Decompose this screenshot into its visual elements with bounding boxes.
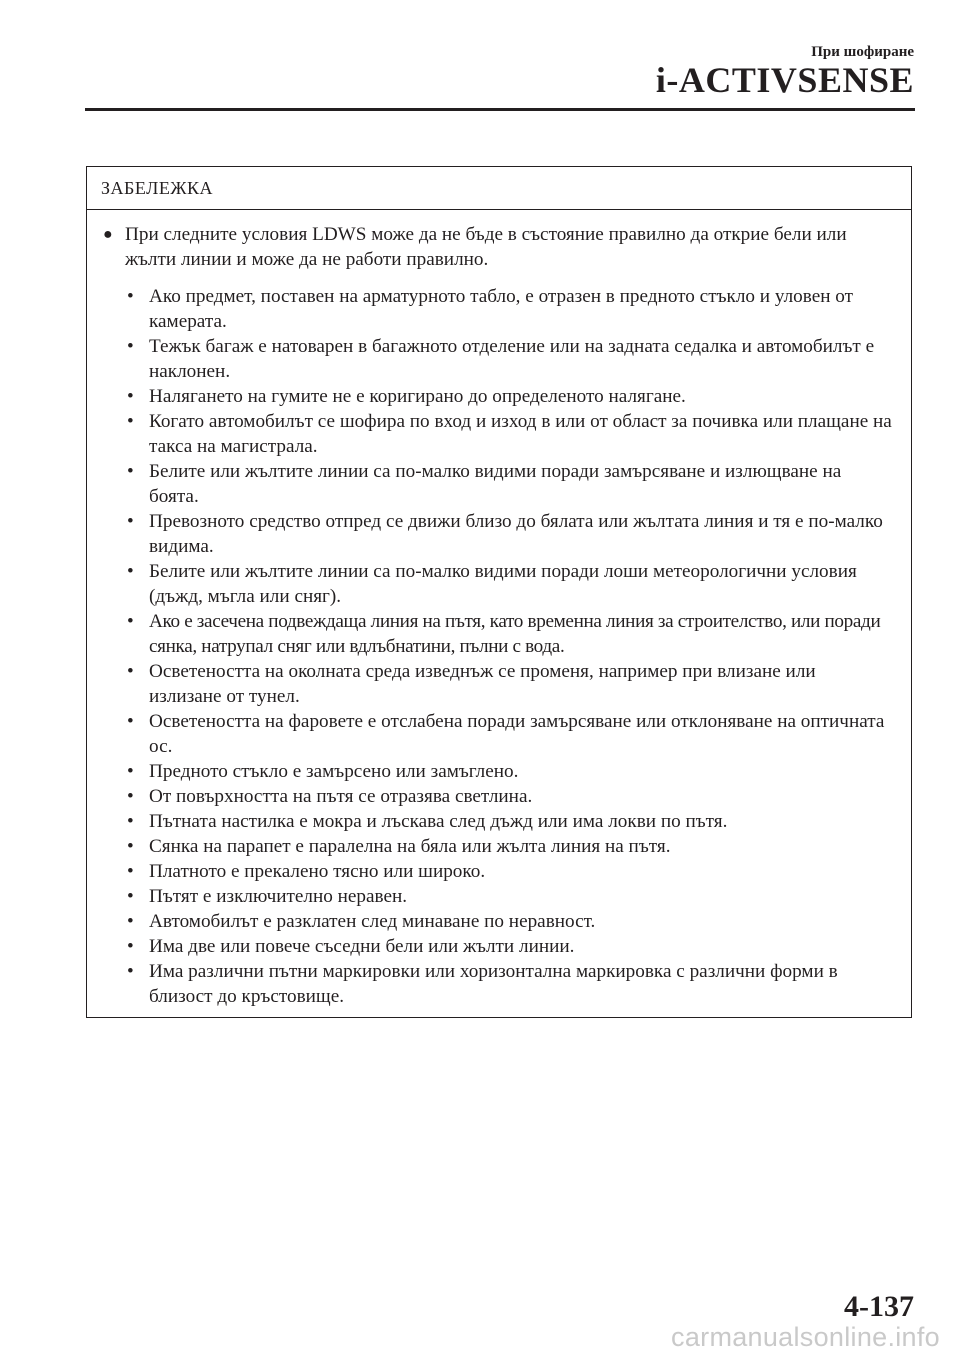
bullet-icon: • <box>127 461 134 482</box>
condition-list <box>101 284 893 1009</box>
bullet-icon: • <box>127 886 134 907</box>
list-item <box>101 834 893 859</box>
list-item <box>101 809 893 834</box>
bullet-icon: • <box>127 386 134 407</box>
bullet-icon: • <box>127 561 134 582</box>
list-item-text: Налягането на гумите не е коригирано до определеното налягане. <box>149 386 686 407</box>
watermark: carmanualsonline.info <box>671 1322 940 1352</box>
list-item <box>101 334 893 384</box>
note-heading: ЗАБЕЛЕЖКА <box>87 167 911 210</box>
list-item <box>101 559 893 609</box>
list-item <box>101 659 893 709</box>
main-item-text: При следните условия LDWS може да не бъде в състояние правилно да открие бели или жълти линии и може да не работи правилно. <box>125 224 847 270</box>
list-item-text: Пътят е изключително неравен. <box>149 886 408 907</box>
bullet-icon: • <box>127 711 134 732</box>
note-box <box>86 166 912 1018</box>
list-item-text: Белите или жълтите линии са по-малко видими поради лоши метеорологични условия (дъжд, мъгла или сняг). <box>149 561 857 607</box>
bullet-icon: • <box>127 811 134 832</box>
list-item <box>101 709 893 759</box>
list-item-text: Има различни пътни маркировки или хоризонтална маркировка с различни форми в близост до кръстовище. <box>149 961 838 1007</box>
list-item <box>101 784 893 809</box>
list-item <box>101 409 893 459</box>
list-item-text: Ако предмет, поставен на арматурното табло, е отразен в предното стъкло и уловен от камерата. <box>149 286 854 332</box>
bullet-icon: • <box>127 661 134 682</box>
list-item-text: Има две или повече съседни бели или жълти линии. <box>149 936 575 957</box>
list-item <box>101 959 893 1009</box>
list-item <box>101 859 893 884</box>
bullet-icon: • <box>127 286 134 307</box>
list-item <box>101 909 893 934</box>
bullet-icon: • <box>127 786 134 807</box>
bullet-icon: • <box>127 511 134 532</box>
list-item <box>101 284 893 334</box>
list-item-text: Когато автомобилът се шофира по вход и изход в или от област за почивка или плащане на такса на магистрала. <box>149 411 892 457</box>
bullet-icon: • <box>127 836 134 857</box>
bullet-icon: • <box>127 411 134 432</box>
header-divider <box>85 108 915 111</box>
list-item-text: Платното е прекалено тясно или широко. <box>149 861 486 882</box>
note-body <box>87 210 911 1009</box>
list-item <box>101 459 893 509</box>
section-heading: При шофиране <box>811 44 914 60</box>
bullet-icon: • <box>127 936 134 957</box>
page-number: 4-137 <box>844 1290 914 1323</box>
list-item <box>101 509 893 559</box>
list-item <box>101 384 893 409</box>
list-item-text: Ако е засечена подвеждаща линия на пътя, като временна линия за строителство, или поради сянка, натрупал сняг или вдлъбнатини, пълни с вода. <box>149 611 881 657</box>
list-item-text: От повърхността на пътя се отразява светлина. <box>149 786 533 807</box>
list-item <box>101 759 893 784</box>
list-item-text: Тежък багаж е натоварен в багажното отделение или на задната седалка и автомобилът е наклонен. <box>149 336 875 382</box>
list-item <box>101 884 893 909</box>
bullet-icon: • <box>127 911 134 932</box>
main-list-item <box>101 222 893 272</box>
bullet-icon: • <box>127 961 134 982</box>
list-item-text: Осветеността на околната среда изведнъж се променя, например при влизане или излизане от тунел. <box>149 661 816 707</box>
list-item <box>101 609 893 659</box>
bullet-icon: • <box>127 761 134 782</box>
list-item-text: Превозното средство отпред се движи близо до бялата или жълтата линия и тя е по-малко видима. <box>149 511 883 557</box>
list-item <box>101 934 893 959</box>
bullet-icon: • <box>127 611 134 632</box>
list-item-text: Предното стъкло е замърсено или замъглено. <box>149 761 519 782</box>
list-item-text: Автомобилът е разклатен след минаване по неравност. <box>149 911 596 932</box>
chapter-title: i-ACTIVSENSE <box>655 60 914 100</box>
list-item-text: Осветеността на фаровете е отслабена поради замърсяване или отклоняване на оптичната ос. <box>149 711 885 757</box>
list-item-text: Сянка на парапет е паралелна на бяла или жълта линия на пътя. <box>149 836 671 857</box>
bullet-icon: ● <box>103 226 113 243</box>
bullet-icon: • <box>127 861 134 882</box>
list-item-text: Пътната настилка е мокра и лъскава след дъжд или има локви по пътя. <box>149 811 728 832</box>
bullet-icon: • <box>127 336 134 357</box>
list-item-text: Белите или жълтите линии са по-малко видими поради замърсяване и излющване на боята. <box>149 461 842 507</box>
